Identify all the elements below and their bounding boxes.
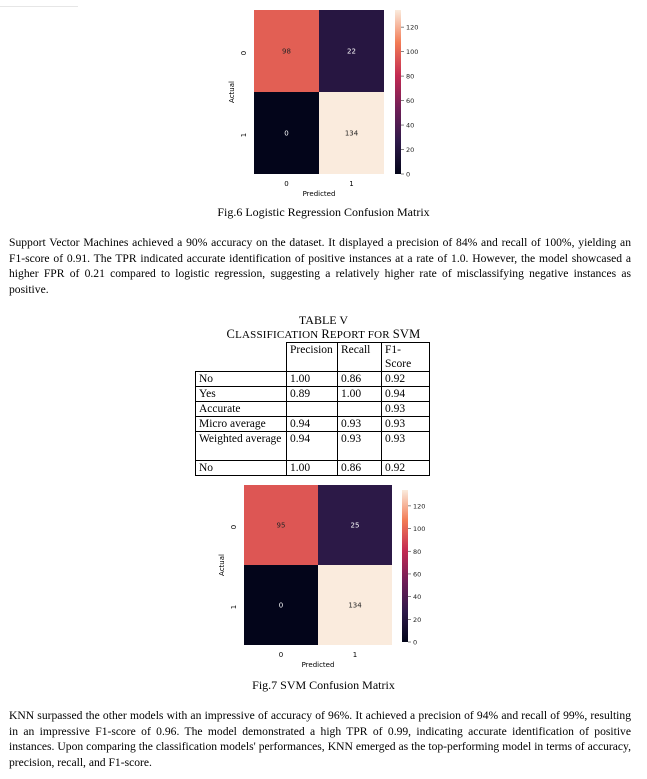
header-f1: F1-Score [382, 343, 430, 372]
cell-recall: 0.86 [338, 372, 382, 387]
x-axis-label: Predicted [301, 661, 335, 669]
colorbar-tick-label: 120 [406, 23, 419, 32]
row-label: Yes [196, 387, 287, 402]
row-label: Accurate [196, 402, 287, 417]
colorbar-tick-label: 120 [413, 502, 426, 511]
row-label: Micro average [196, 417, 287, 432]
table-row [196, 402, 430, 417]
x-axis-label: Predicted [302, 190, 336, 198]
row-label: No [196, 461, 287, 476]
cell-recall: 0.93 [338, 432, 382, 461]
confusion-matrix-figure-6 [215, 5, 435, 205]
cell-f1: 0.93 [382, 402, 430, 417]
cell-value-label: 0 [278, 601, 284, 610]
cell-f1: 0.92 [382, 372, 430, 387]
figure-7-caption: Fig.7 SVM Confusion Matrix [252, 678, 395, 692]
cell-precision: 0.94 [287, 417, 338, 432]
classification-report-table [195, 342, 430, 476]
colorbar-tick-label: 0 [413, 638, 418, 647]
top-edge-fragment [0, 0, 78, 7]
table-title: TABLE V [298, 313, 349, 327]
cell-recall [338, 402, 382, 417]
row-tick-0: 0 [230, 524, 238, 530]
figure-6-caption: Fig.6 Logistic Regression Confusion Matrix [217, 205, 430, 219]
cell-precision: 0.94 [287, 432, 338, 461]
confusion-matrix-figure-7 [205, 480, 435, 678]
table-corner [196, 343, 287, 372]
paragraph-svm: Support Vector Machines achieved a 90% accuracy on the dataset. It displayed a precision of 84% and recall of 100%, yielding an F1-score of 0.91. The TPR indicated accurate identification of positive instances at a rate of 1.0. However, the model showcased a higher FPR of 0.21 compared to logistic regression, suggesting a relatively higher rate of misclassifying negative instances as positive. [9, 236, 631, 296]
table-row [196, 432, 430, 461]
row-label: Weighted average [196, 432, 287, 461]
colorbar-tick-label: 0 [406, 170, 411, 179]
colorbar-tick-label: 60 [406, 97, 415, 106]
colorbar [402, 490, 408, 642]
table-row [196, 372, 430, 387]
row-tick-1: 1 [240, 132, 248, 138]
colorbar-tick-label: 20 [406, 146, 415, 155]
cell-value-label: 22 [347, 47, 356, 56]
table-row [196, 461, 430, 476]
header-recall: Recall [338, 343, 382, 372]
colorbar-tick-label: 40 [406, 121, 415, 130]
cell-value-label: 25 [350, 521, 360, 530]
cell-value-label: 98 [282, 47, 291, 56]
colorbar-tick-label: 60 [413, 570, 422, 579]
cell-recall: 0.86 [338, 461, 382, 476]
y-axis-label: Actual [228, 81, 236, 103]
col-tick-1: 1 [352, 651, 358, 659]
colorbar-tick-label: 100 [406, 48, 419, 57]
table-row [196, 417, 430, 432]
cell-recall: 1.00 [338, 387, 382, 402]
row-label: No [196, 372, 287, 387]
cell-precision: 1.00 [287, 461, 338, 476]
row-tick-1: 1 [230, 604, 238, 610]
paragraph-knn: KNN surpassed the other models with an impressive of accuracy of 96%. It achieved a precision of 94% and recall of 99%, resulting in an impressive F1-score of 0.96. The model demonstrated a high TPR of 0.99, indicating accurate identification of positive instances. Upon comparing the classification models' performances, KNN emerged as the top-performing model in terms of accuracy, precision, recall, and F1-score. [9, 709, 631, 769]
cell-value-label: 134 [344, 129, 359, 138]
cell-precision: 0.89 [287, 387, 338, 402]
colorbar-tick-label: 40 [413, 593, 422, 602]
cell-f1: 0.94 [382, 387, 430, 402]
cell-f1: 0.93 [382, 432, 430, 461]
table-row [196, 387, 430, 402]
cell-recall: 0.93 [338, 417, 382, 432]
header-precision: Precision [287, 343, 338, 372]
cell-value-label: 134 [348, 601, 362, 610]
cell-precision: 1.00 [287, 372, 338, 387]
colorbar [395, 10, 401, 174]
col-tick-1: 1 [349, 180, 354, 188]
colorbar-tick-label: 100 [413, 525, 426, 534]
colorbar-tick-label: 80 [406, 72, 415, 81]
colorbar-tick-label: 80 [413, 547, 422, 556]
table-subtitle: CLASSIFICATION REPORT FOR SVM [226, 327, 421, 341]
colorbar-tick-label: 20 [413, 615, 422, 624]
col-tick-0: 0 [278, 651, 284, 659]
table-header-row [196, 343, 430, 372]
y-axis-label: Actual [218, 554, 226, 576]
cell-precision [287, 402, 338, 417]
cell-f1: 0.92 [382, 461, 430, 476]
row-tick-0: 0 [240, 50, 248, 56]
cell-value-label: 0 [284, 129, 289, 138]
col-tick-0: 0 [284, 180, 289, 188]
cell-f1: 0.93 [382, 417, 430, 432]
cell-value-label: 95 [276, 521, 286, 530]
